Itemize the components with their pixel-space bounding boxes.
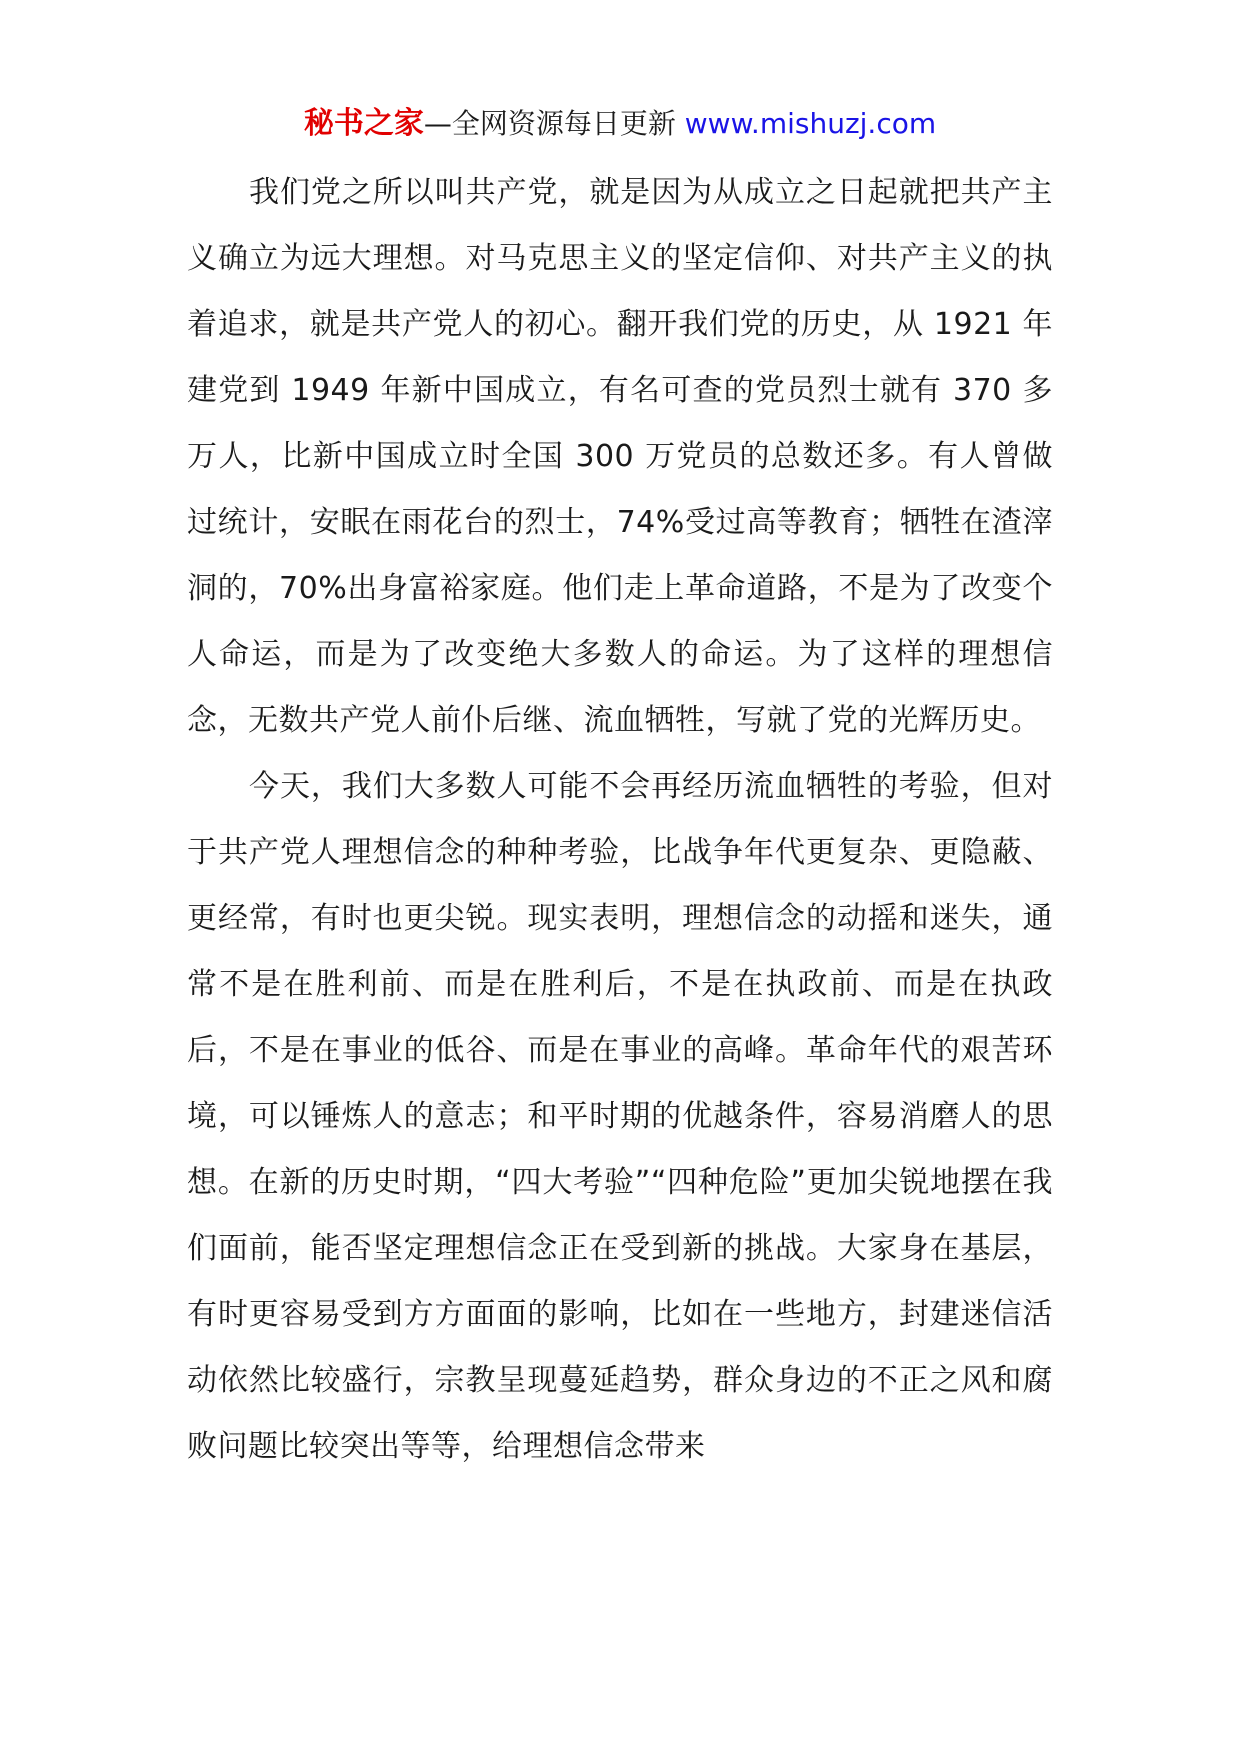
header-slogan: —全网资源每日更新	[423, 107, 676, 140]
document-body	[187, 160, 1053, 1480]
paragraph-1: 我们党之所以叫共产党，就是因为从成立之日起就把共产主义确立为远大理想。对马克思主义的坚定信仰、对共产主义的执着追求，就是共产党人的初心。翻开我们党的历史，从 1921 年建党到 1949 年新中国成立，有名可查的党员烈士就有 370 多万人，比新中国成立时全国 300 万党员的总数还多。有人曾做过统计，安眠在雨花台的烈士，74%受过高等教育；牺牲在渣滓洞的，70%出身富裕家庭。他们走上革命道路，不是为了改变个人命运，而是为了改变绝大多数人的命运。为了这样的理想信念，无数共产党人前仆后继、流血牺牲，写就了党的光辉历史。	[187, 175, 1053, 738]
website-link[interactable]: www.mishuzj.com	[684, 107, 937, 140]
brand-name: 秘书之家	[303, 106, 424, 141]
page-header	[0, 104, 1240, 144]
paragraph-2: 今天，我们大多数人可能不会再经历流血牺牲的考验，但对于共产党人理想信念的种种考验，比战争年代更复杂、更隐蔽、更经常，有时也更尖锐。现实表明，理想信念的动摇和迷失，通常不是在胜利前、而是在胜利后，不是在执政前、而是在执政后，不是在事业的低谷、而是在事业的高峰。革命年代的艰苦环境，可以锤炼人的意志；和平时期的优越条件，容易消磨人的思想。在新的历史时期，“四大考验”“四种危险”更加尖锐地摆在我们面前，能否坚定理想信念正在受到新的挑战。大家身在基层，有时更容易受到方方面面的影响，比如在一些地方，封建迷信活动依然比较盛行，宗教呈现蔓延趋势，群众身边的不正之风和腐败问题比较突出等等，给理想信念带来	[187, 769, 1053, 1464]
